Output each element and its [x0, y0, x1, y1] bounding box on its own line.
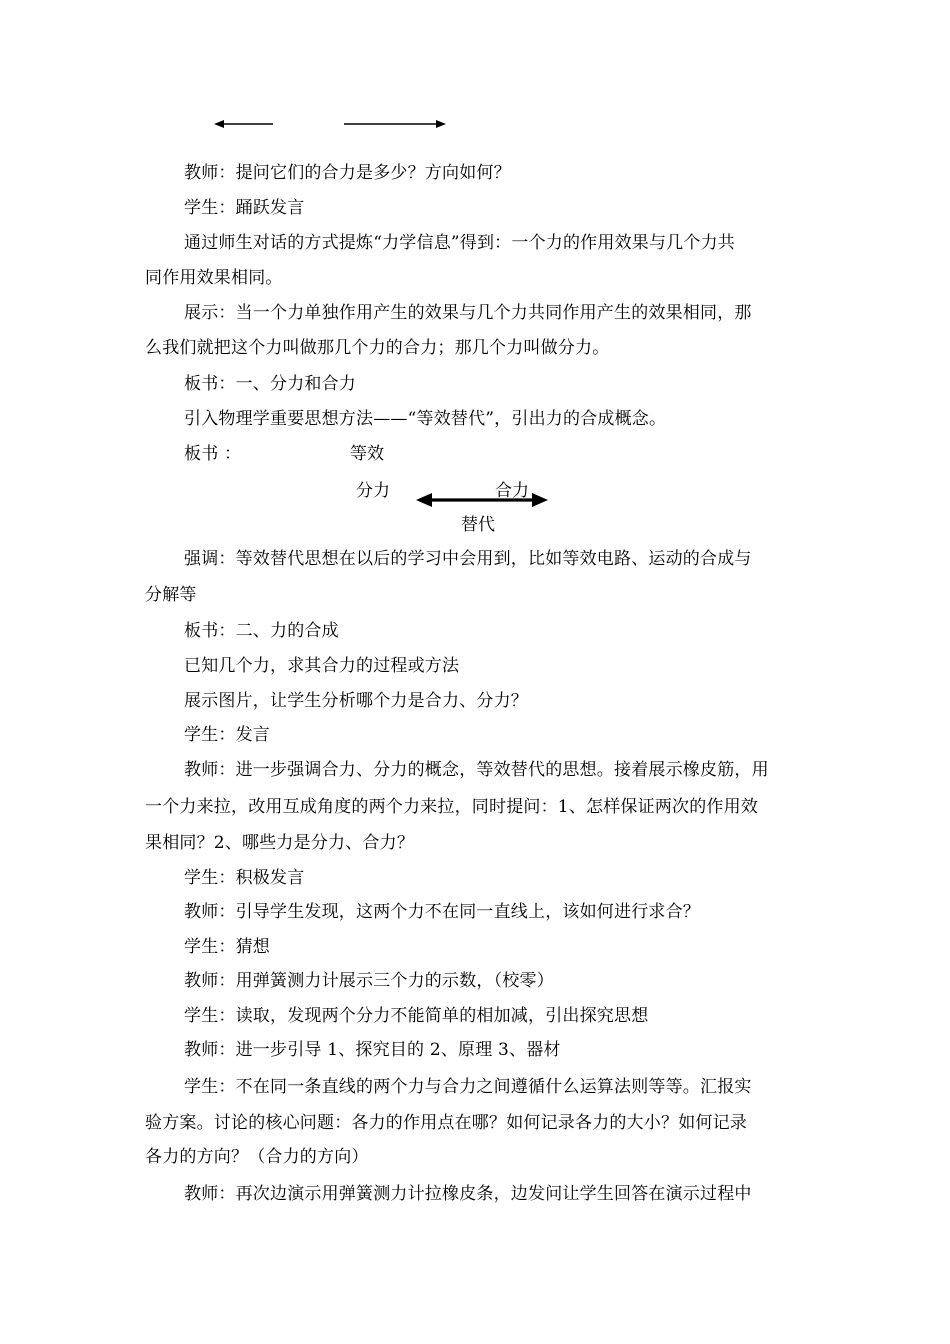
left-force-arrow: [214, 120, 273, 128]
text-line: 学生：踊跃发言: [184, 198, 305, 218]
text-line: 板书 ：: [184, 444, 242, 464]
text-line: 教师：进一步强调合力、分力的概念，等效替代的思想。接着展示橡皮筋，用: [184, 760, 769, 780]
diagram-right-label: 合力: [495, 481, 529, 501]
text-line: 学生：发言: [184, 725, 270, 745]
text-line: 引入物理学重要思想方法——“等效替代”，引出力的合成概念。: [184, 409, 667, 429]
text-line: 一个力来拉，改用互成角度的两个力来拉，同时提问：1、怎样保证两次的作用效: [145, 797, 759, 817]
text-line: 学生：积极发言: [184, 868, 305, 888]
diagram-bottom-label: 替代: [461, 515, 495, 535]
text-line: 学生：猜想: [184, 937, 270, 957]
diagram-left-label: 分力: [356, 481, 390, 501]
text-line: 各力的方向？（合力的方向）: [145, 1147, 369, 1167]
text-line: 教师：提问它们的合力是多少？方向如何？: [184, 163, 511, 183]
diagram-top-label: 等效: [350, 444, 384, 464]
text-line: 通过师生对话的方式提炼“力学信息”得到：一个力的作用效果与几个力共: [184, 233, 735, 253]
text-line: 验方案。讨论的核心问题：各力的作用点在哪？如何记录各力的大小？如何记录: [145, 1113, 747, 1133]
text-line: 教师：用弹簧测力计展示三个力的示数，（校零）: [184, 971, 554, 991]
text-line: 学生：读取，发现两个分力不能简单的相加减，引出探究思想: [184, 1006, 649, 1026]
text-line: 果相同？2、哪些力是分力、合力？: [145, 833, 415, 853]
text-line: 展示图片，让学生分析哪个力是合力、分力？: [184, 691, 528, 711]
text-line: 教师：再次边演示用弹簧测力计拉橡皮条，边发问让学生回答在演示过程中: [184, 1184, 752, 1204]
text-line: 同作用效果相同。: [145, 268, 283, 288]
text-line: 展示：当一个力单独作用产生的效果与几个力共同作用产生的效果相同，那: [184, 303, 752, 323]
text-line: 分解等: [145, 585, 197, 605]
text-line: 强调：等效替代思想在以后的学习中会用到，比如等效电路、运动的合成与: [184, 549, 752, 569]
text-line: 么我们就把这个力叫做那几个力的合力；那几个力叫做分力。: [145, 338, 610, 358]
text-line: 学生：不在同一条直线的两个力与合力之间遵循什么运算法则等等。汇报实: [184, 1077, 752, 1097]
text-line: 已知几个力，求其合力的过程或方法: [184, 656, 460, 676]
text-line: 教师：进一步引导 1、探究目的 2、原理 3、器材: [184, 1040, 561, 1060]
right-force-arrow: [344, 120, 446, 128]
text-line: 板书：二、力的合成: [184, 621, 339, 641]
text-line: 板书：一、分力和合力: [184, 374, 356, 394]
text-line: 教师：引导学生发现，这两个力不在同一直线上，该如何进行求合？: [184, 902, 700, 922]
